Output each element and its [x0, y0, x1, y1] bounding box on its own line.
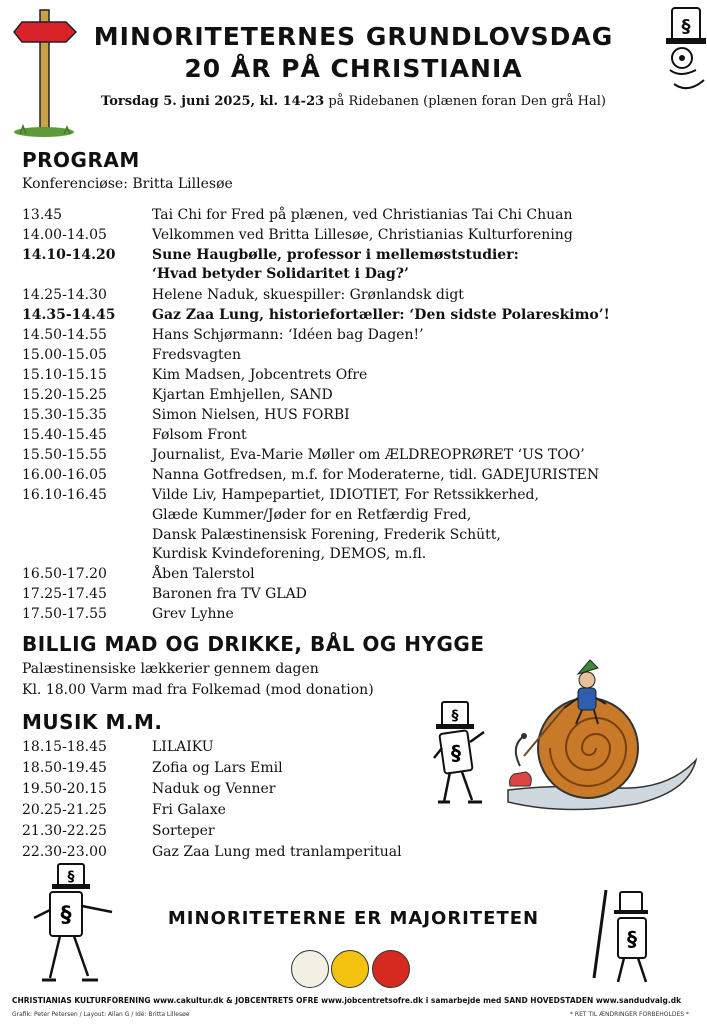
music-desc: LILAIKU [152, 739, 214, 755]
svg-text:§: § [681, 16, 691, 37]
svg-text:§: § [67, 869, 75, 885]
program-desc: Velkommen ved Britta Lillesøe, Christianias Kulturforening [152, 227, 573, 243]
program-time: 15.00-15.05 [22, 347, 107, 363]
music-time: 20.25-21.25 [22, 802, 107, 818]
program-desc: Gaz Zaa Lung, historiefortæller: ‘Den sidste Polareskimo’! [152, 307, 610, 323]
program-time: 16.10-16.45 [22, 487, 107, 503]
event-date: Torsdag 5. juni 2025, kl. 14-23 [101, 94, 325, 109]
program-time: 15.40-15.45 [22, 427, 107, 443]
sand-logo [372, 950, 410, 988]
program-desc: Tai Chi for Fred på plænen, ved Christianias Tai Chi Chuan [152, 207, 573, 223]
snail-rider-illustration [500, 658, 700, 820]
footer-right-note: * RET TIL ÆNDRINGER FORBEHOLDES * [570, 1011, 689, 1018]
program-desc-continued: ‘Hvad betyder Solidaritet i Dag?’ [152, 266, 409, 282]
program-time: 15.30-15.35 [22, 407, 107, 423]
program-desc: Fredsvagten [152, 347, 241, 363]
svg-text:§: § [451, 741, 461, 765]
food-heading: BILLIG MAD OG DRIKKE, BÅL OG HYGGE [22, 632, 485, 656]
program-desc: Helene Naduk, skuespiller: Grønlandsk digt [152, 287, 464, 303]
staff-figure-illustration [592, 888, 662, 988]
music-desc: Zofia og Lars Emil [152, 760, 283, 776]
program-desc: Kim Madsen, Jobcentrets Ofre [152, 367, 368, 383]
program-time: 14.35-14.45 [22, 307, 116, 323]
program-host: Konferenciøse: Britta Lillesøe [22, 176, 233, 192]
program-desc-continued: Glæde Kummer/Jøder for en Retfærdig Fred, [152, 507, 472, 523]
jobcentrets-ofre-logo [331, 950, 369, 988]
music-time: 18.15-18.45 [22, 739, 107, 755]
program-time: 14.25-14.30 [22, 287, 107, 303]
program-desc: Kjartan Emhjellen, SAND [152, 387, 333, 403]
program-time: 13.45 [22, 207, 63, 223]
music-desc: Sorteper [152, 823, 215, 839]
svg-text:§: § [451, 708, 459, 724]
program-desc: Åben Talerstol [152, 566, 255, 582]
page-title-line-1: MINORITETERNES GRUNDLOVSDAG [93, 22, 614, 51]
music-time: 19.50-20.15 [22, 781, 107, 797]
page-title-line-2: 20 ÅR PÅ CHRISTIANIA [184, 54, 523, 83]
program-time: 16.00-16.05 [22, 467, 107, 483]
music-desc: Gaz Zaa Lung med tranlamperitual [152, 844, 402, 860]
program-desc: Simon Nielsen, HUS FORBI [152, 407, 350, 423]
program-desc: Vilde Liv, Hampepartiet, IDIOTIET, For Retssikkerhed, [152, 487, 539, 503]
music-time: 18.50-19.45 [22, 760, 107, 776]
music-desc: Naduk og Venner [152, 781, 276, 797]
kulturforening-logo [291, 950, 329, 988]
event-date-line [0, 94, 707, 109]
slogan: MINORITETERNE ER MAJORITETEN [167, 908, 540, 929]
program-time: 15.50-15.55 [22, 447, 107, 463]
program-desc: Nanna Gotfredsen, m.f. for Moderaterne, tidl. GADEJURISTEN [152, 467, 600, 483]
music-time: 21.30-22.25 [22, 823, 107, 839]
program-time: 17.50-17.55 [22, 606, 107, 622]
program-desc: Hans Schjørmann: ‘Idéen bag Dagen!’ [152, 327, 424, 343]
program-desc: Grev Lyhne [152, 606, 234, 622]
program-time: 14.10-14.20 [22, 247, 116, 263]
svg-text:§: § [60, 903, 72, 928]
food-line-1: Palæstinensiske lækkerier gennem dagen [22, 661, 319, 677]
music-time: 22.30-23.00 [22, 844, 107, 860]
program-desc: Journalist, Eva-Marie Møller om ÆLDREOPRØRET ‘US TOO’ [152, 447, 585, 463]
program-desc-continued: Dansk Palæstinensisk Forening, Frederik Schütt, [152, 527, 501, 543]
program-time: 14.00-14.05 [22, 227, 107, 243]
program-heading: PROGRAM [22, 148, 140, 172]
footer-credits: Grafik: Peter Petersen / Layout: Allan G / Idé: Britta Lillesøe [12, 1011, 190, 1018]
event-location: på Ridebanen (plænen foran Den grå Hal) [324, 94, 606, 109]
program-desc-continued: Kurdisk Kvindeforening, DEMOS, m.fl. [152, 546, 427, 562]
paragraph-figure-illustration [430, 698, 492, 810]
music-desc: Fri Galaxe [152, 802, 226, 818]
program-time: 15.20-15.25 [22, 387, 107, 403]
program-desc: Følsom Front [152, 427, 247, 443]
food-line-2: Kl. 18.00 Varm mad fra Folkemad (mod donation) [22, 682, 374, 698]
program-desc: Baronen fra TV GLAD [152, 586, 307, 602]
program-time: 17.25-17.45 [22, 586, 107, 602]
program-time: 14.50-14.55 [22, 327, 107, 343]
program-time: 15.10-15.15 [22, 367, 107, 383]
program-desc: Sune Haugbølle, professor i mellemøststudier: [152, 247, 519, 263]
music-heading: MUSIK M.M. [22, 710, 163, 734]
footer-sponsors: CHRISTIANIAS KULTURFORENING www.cakultur.dk & JOBCENTRETS OFRE www.jobcentretsofre.dk i samarbejde med SAND HOVEDSTADEN www.sandudvalg.dk [12, 996, 682, 1005]
svg-text:§: § [627, 927, 637, 951]
program-time: 16.50-17.20 [22, 566, 107, 582]
top-hat-figure-illustration [664, 4, 706, 100]
